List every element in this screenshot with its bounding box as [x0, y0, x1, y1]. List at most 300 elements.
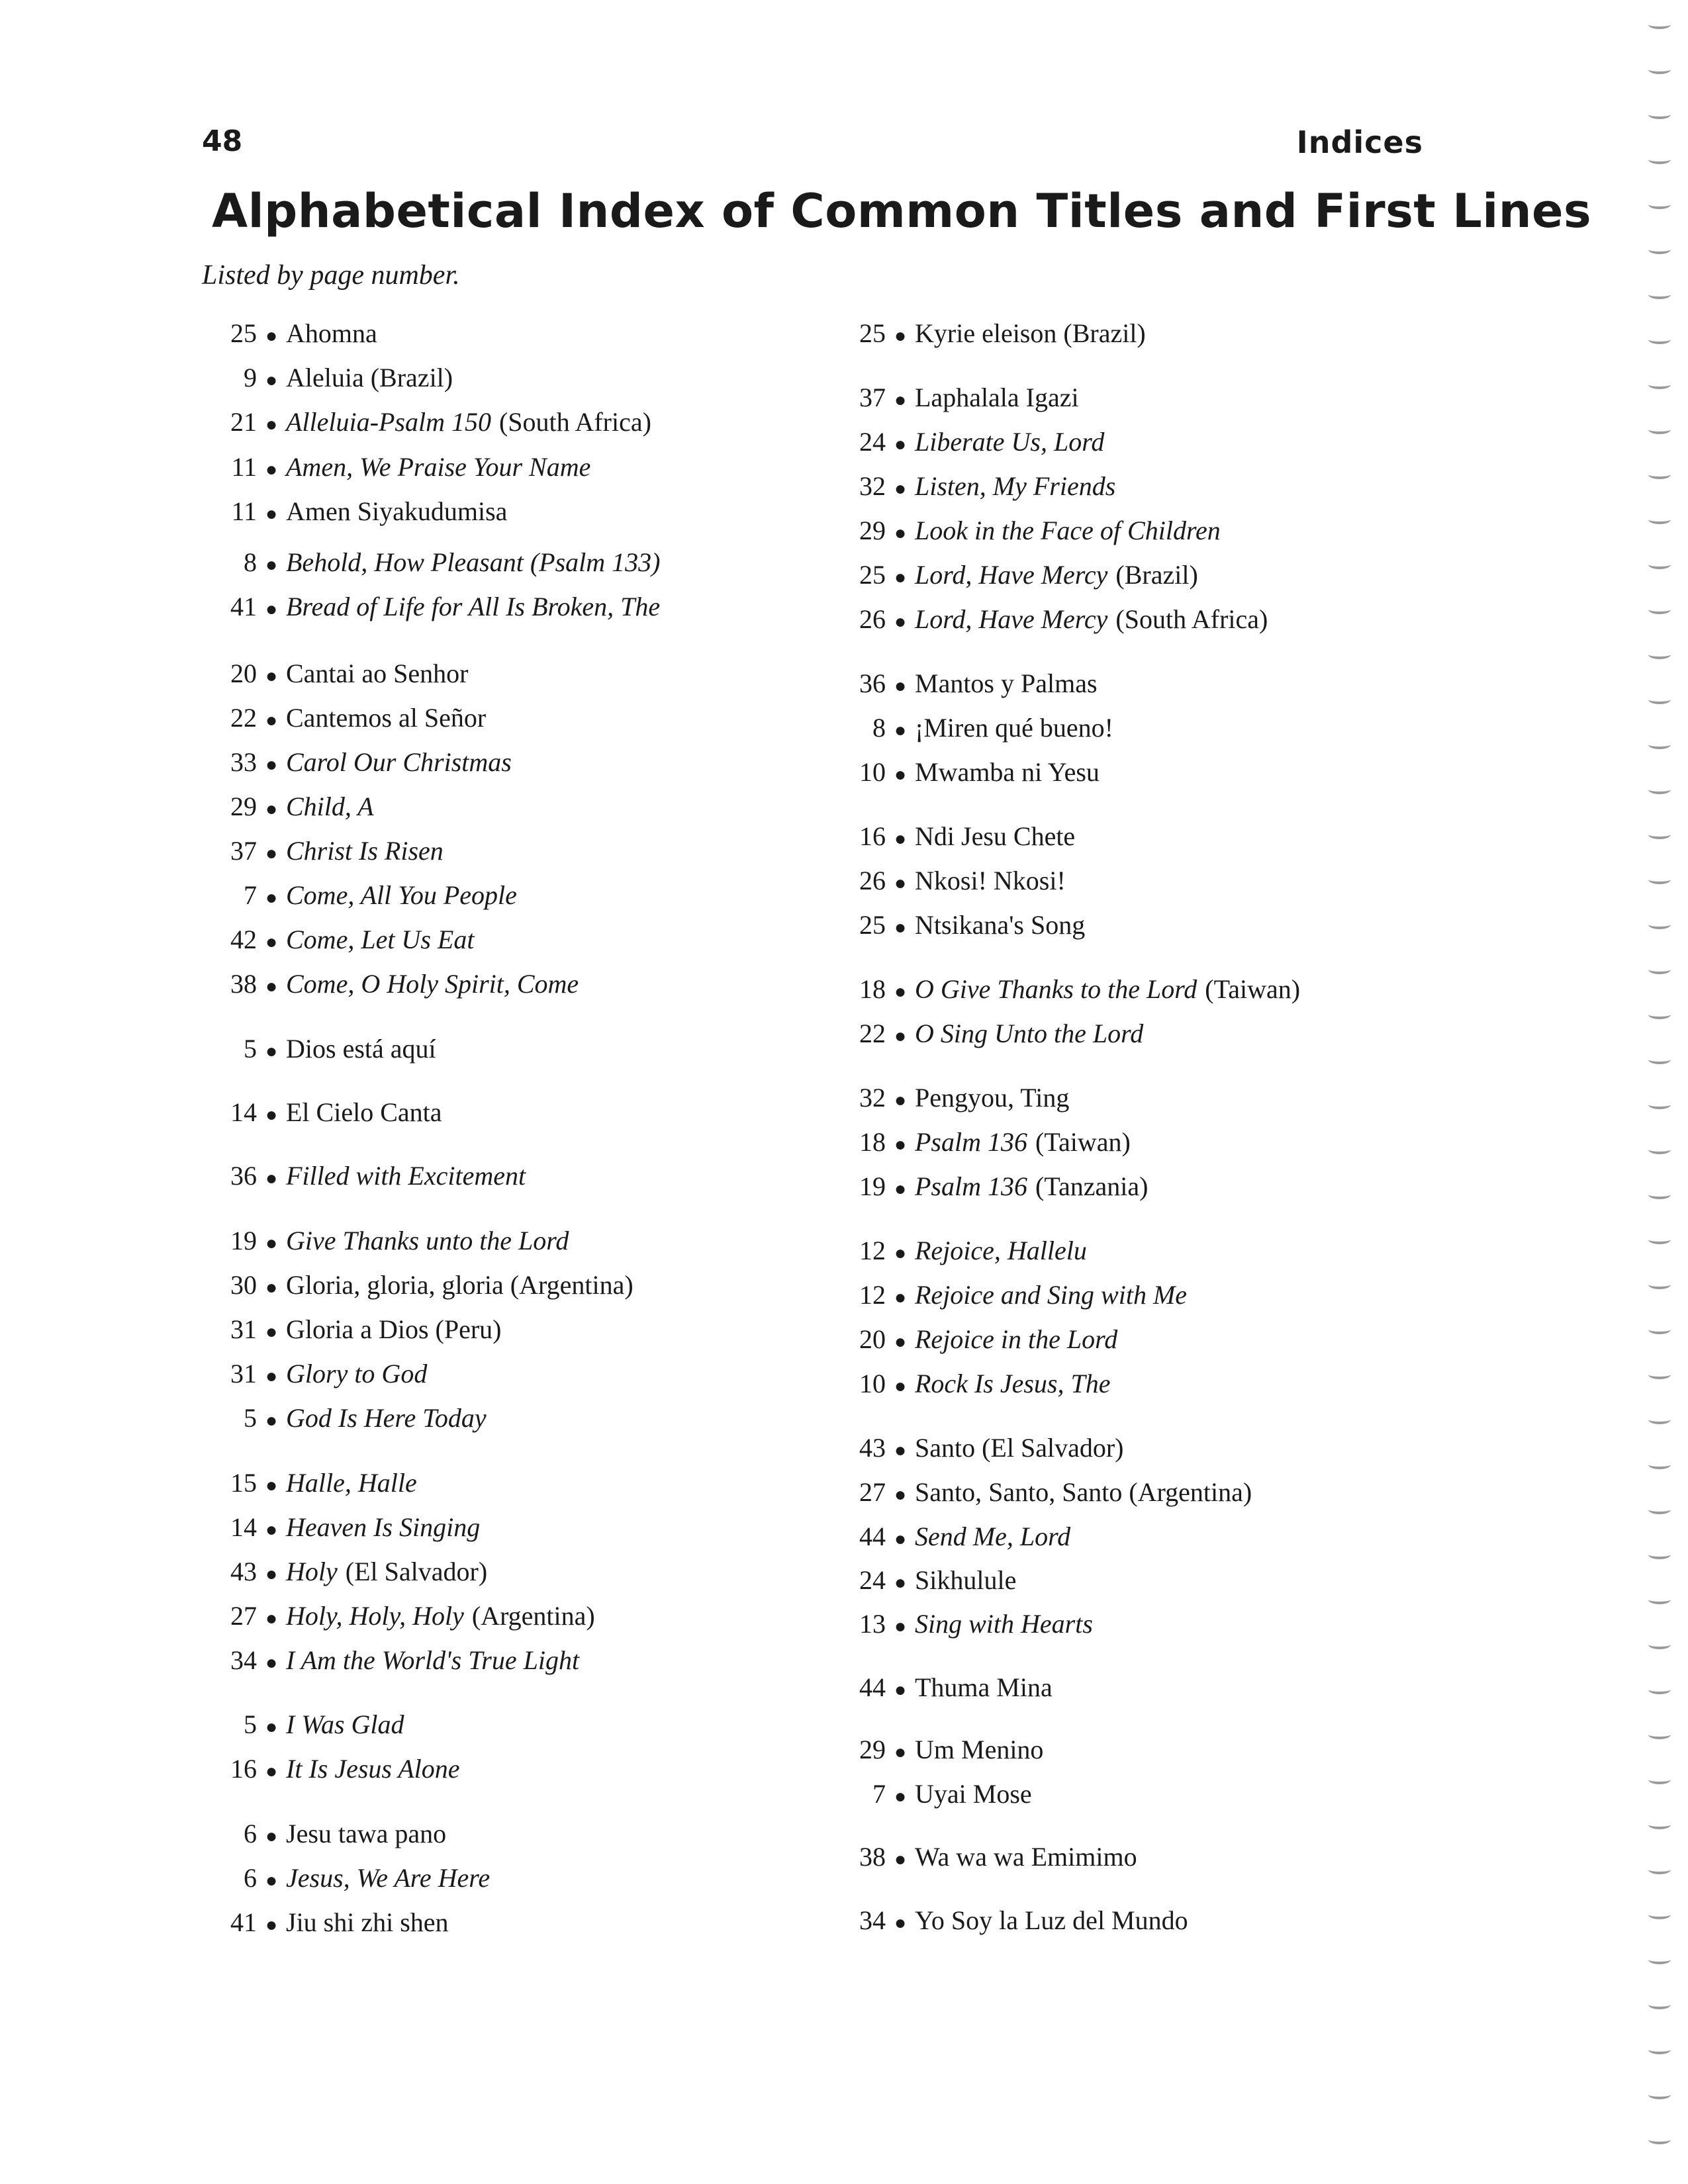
- entry-title: Filled with Excitement: [286, 1161, 526, 1191]
- bullet-icon: ●: [894, 917, 907, 938]
- index-entry: [827, 381, 1079, 418]
- index-entry: [199, 657, 469, 694]
- entry-title: Pengyou, Ting: [915, 1083, 1070, 1113]
- entry-page-number: 18: [859, 1127, 886, 1157]
- binding-hole-mark: [1648, 2000, 1671, 2009]
- index-entry: [199, 1510, 480, 1547]
- binding-hole-mark: [1648, 1775, 1671, 1784]
- bullet-icon: ●: [265, 709, 278, 731]
- bullet-icon: ●: [894, 325, 907, 347]
- entry-title: Thuma Mina: [915, 1672, 1053, 1702]
- entry-title: Psalm 136: [915, 1127, 1027, 1157]
- bullet-icon: ●: [894, 1484, 907, 1506]
- entry-title: Amen Siyakudumisa: [286, 496, 508, 526]
- entry-page-number: 29: [859, 1735, 886, 1764]
- binding-hole-mark: [1648, 380, 1671, 389]
- binding-hole-mark: [1648, 1235, 1671, 1244]
- bullet-icon: ●: [894, 1572, 907, 1594]
- index-entry: [827, 558, 1198, 595]
- entry-page-number: 25: [859, 560, 886, 590]
- entry-note: (Taiwan): [1205, 974, 1301, 1004]
- binding-hole-mark: [1648, 740, 1671, 749]
- entry-page-number: 36: [859, 668, 886, 698]
- index-entry: [199, 878, 517, 915]
- bullet-icon: ●: [265, 1277, 278, 1298]
- bullet-icon: ●: [265, 459, 278, 480]
- bullet-icon: ●: [265, 754, 278, 776]
- entry-page-number: 41: [230, 1907, 257, 1937]
- entry-title: Sing with Hearts: [915, 1609, 1093, 1639]
- entry-page-number: 13: [859, 1609, 886, 1639]
- entry-page-number: 15: [230, 1468, 257, 1498]
- binding-hole-mark: [1648, 1190, 1671, 1199]
- entry-page-number: 43: [859, 1433, 886, 1463]
- bullet-icon: ●: [894, 1287, 907, 1308]
- entry-title: Kyrie eleison (Brazil): [915, 318, 1146, 348]
- bullet-icon: ●: [894, 981, 907, 1003]
- entry-page-number: 26: [859, 604, 886, 634]
- bullet-icon: ●: [265, 1232, 278, 1254]
- binding-hole-mark: [1648, 920, 1671, 929]
- entry-page-number: 30: [230, 1270, 257, 1300]
- entry-page-number: 25: [859, 910, 886, 940]
- binding-hole-mark: [1648, 1595, 1671, 1604]
- bullet-icon: ●: [894, 478, 907, 500]
- binding-hole-mark: [1648, 65, 1671, 74]
- entry-title: Rejoice in the Lord: [915, 1324, 1118, 1354]
- entry-title: Aleluia (Brazil): [286, 363, 453, 392]
- binding-hole-mark: [1648, 1280, 1671, 1289]
- bullet-icon: ●: [894, 828, 907, 850]
- index-entry: [827, 1431, 1124, 1468]
- bullet-icon: ●: [894, 719, 907, 741]
- index-entry: [827, 1322, 1117, 1359]
- entry-title: Send Me, Lord: [915, 1522, 1071, 1551]
- entry-title: Yo Soy la Luz del Mundo: [915, 1905, 1188, 1935]
- entry-title: Jesus, We Are Here: [286, 1863, 491, 1893]
- page-number: 48: [202, 124, 243, 158]
- entry-title: Child, A: [286, 792, 374, 821]
- entry-title: Cantai ao Senhor: [286, 659, 469, 688]
- bullet-icon: ●: [894, 433, 907, 455]
- entry-page-number: 36: [230, 1161, 257, 1191]
- entry-title: Give Thanks unto the Lord: [286, 1226, 569, 1255]
- bullet-icon: ●: [265, 1167, 278, 1189]
- entry-title: Bread of Life for All Is Broken, The: [286, 592, 661, 621]
- binding-hole-mark: [1648, 2135, 1671, 2144]
- binding-hole-mark: [1648, 785, 1671, 794]
- entry-page-number: 32: [859, 1083, 886, 1113]
- index-entry: [827, 1670, 1053, 1707]
- bullet-icon: ●: [265, 1410, 278, 1432]
- bullet-icon: ●: [265, 503, 278, 525]
- entry-page-number: 11: [231, 452, 257, 482]
- entry-title: Alleluia-Psalm 150: [286, 407, 491, 437]
- entry-page-number: 5: [244, 1709, 257, 1739]
- entry-title: Glory to God: [286, 1359, 428, 1388]
- entry-title: Dios está aquí: [286, 1034, 436, 1064]
- binding-hole-mark: [1648, 1415, 1671, 1424]
- bullet-icon: ●: [894, 1741, 907, 1763]
- entry-title: O Give Thanks to the Lord: [915, 974, 1197, 1004]
- bullet-icon: ●: [265, 931, 278, 953]
- entry-page-number: 38: [859, 1842, 886, 1872]
- entry-title: It Is Jesus Alone: [286, 1754, 460, 1784]
- index-entry: [199, 450, 590, 487]
- index-entry: [199, 1905, 449, 1942]
- index-entry: [827, 755, 1100, 792]
- entry-page-number: 37: [230, 836, 257, 866]
- index-entry: [199, 405, 651, 442]
- bullet-icon: ●: [894, 1331, 907, 1353]
- index-entry: [827, 1169, 1148, 1206]
- entry-page-number: 31: [230, 1314, 257, 1344]
- index-entry: [827, 469, 1115, 506]
- entry-page-number: 11: [231, 496, 257, 526]
- entry-title: Psalm 136: [915, 1171, 1027, 1201]
- entry-title: Sikhulule: [915, 1565, 1017, 1595]
- entry-title: Rejoice and Sing with Me: [915, 1280, 1188, 1310]
- index-entry: [827, 1081, 1069, 1118]
- binding-hole-mark: [1648, 560, 1671, 569]
- entry-title: Cantemos al Señor: [286, 703, 487, 733]
- entry-title: Holy: [286, 1557, 338, 1586]
- index-entry: [827, 425, 1104, 462]
- binding-hole-mark: [1648, 335, 1671, 344]
- entry-title: Um Menino: [915, 1735, 1044, 1764]
- entry-title: Look in the Face of Children: [915, 516, 1221, 545]
- entry-page-number: 27: [230, 1601, 257, 1631]
- binding-hole-mark: [1648, 290, 1671, 299]
- entry-page-number: 22: [859, 1019, 886, 1048]
- index-entry: [199, 1224, 569, 1261]
- binding-hole-mark: [1648, 155, 1671, 164]
- index-entry: [827, 1017, 1143, 1054]
- entry-page-number: 33: [230, 747, 257, 777]
- entry-page-number: 12: [859, 1280, 886, 1310]
- bullet-icon: ●: [265, 1825, 278, 1847]
- bullet-icon: ●: [265, 1652, 278, 1674]
- binding-hole-mark: [1648, 1100, 1671, 1109]
- binding-hole-mark: [1648, 1145, 1671, 1154]
- entry-page-number: 7: [244, 880, 257, 910]
- bullet-icon: ●: [894, 567, 907, 588]
- index-entry: [827, 864, 1066, 901]
- bullet-icon: ●: [265, 1914, 278, 1936]
- bullet-icon: ●: [265, 1475, 278, 1496]
- page-title: Alphabetical Index of Common Titles and First Lines: [212, 184, 1592, 238]
- bullet-icon: ●: [265, 1716, 278, 1738]
- entry-title: Santo, Santo, Santo (Argentina): [915, 1477, 1252, 1507]
- bullet-icon: ●: [265, 1760, 278, 1782]
- entry-page-number: 16: [230, 1754, 257, 1784]
- entry-page-number: 7: [872, 1779, 886, 1809]
- bullet-icon: ●: [265, 1519, 278, 1541]
- entry-page-number: 44: [859, 1522, 886, 1551]
- entry-page-number: 26: [859, 866, 886, 895]
- binding-hole-mark: [1648, 1820, 1671, 1829]
- bullet-icon: ●: [894, 1528, 907, 1550]
- entry-title: Laphalala Igazi: [915, 383, 1079, 412]
- entry-title: Santo (El Salvador): [915, 1433, 1124, 1463]
- entry-title: Jiu shi zhi shen: [286, 1907, 449, 1937]
- binding-hole-mark: [1648, 695, 1671, 704]
- entry-title: Amen, We Praise Your Name: [286, 452, 591, 482]
- entry-page-number: 31: [230, 1359, 257, 1388]
- index-entry: [199, 316, 377, 353]
- bullet-icon: ●: [894, 1089, 907, 1111]
- bullet-icon: ●: [894, 611, 907, 633]
- entry-note: (Tanzania): [1035, 1171, 1149, 1201]
- bullet-icon: ●: [265, 887, 278, 909]
- section-label: Indices: [1296, 124, 1423, 160]
- entry-page-number: 6: [244, 1819, 257, 1848]
- index-entry: [199, 494, 507, 531]
- index-entry: [827, 819, 1075, 856]
- bullet-icon: ●: [894, 1375, 907, 1397]
- entry-title: Listen, My Friends: [915, 471, 1116, 501]
- binding-hole-mark: [1648, 1955, 1671, 1964]
- entry-page-number: 14: [230, 1512, 257, 1542]
- entry-title: Gloria a Dios (Peru): [286, 1314, 502, 1344]
- binding-hole-mark: [1648, 965, 1671, 974]
- bullet-icon: ●: [265, 1608, 278, 1629]
- entry-title: Holy, Holy, Holy: [286, 1601, 464, 1631]
- entry-title: Nkosi! Nkosi!: [915, 866, 1066, 895]
- entry-title: Uyai Mose: [915, 1779, 1032, 1809]
- bullet-icon: ●: [894, 1242, 907, 1264]
- index-entry: [827, 1733, 1043, 1770]
- entry-page-number: 42: [230, 925, 257, 954]
- index-entry: [827, 316, 1146, 353]
- index-entry: [199, 361, 453, 398]
- binding-hole-mark: [1648, 1325, 1671, 1334]
- bullet-icon: ●: [894, 389, 907, 411]
- bullet-icon: ●: [894, 1679, 907, 1701]
- spiral-binding: [1648, 0, 1675, 2184]
- entry-page-number: 5: [244, 1403, 257, 1433]
- entry-page-number: 32: [859, 471, 886, 501]
- index-entry: [199, 590, 660, 627]
- bullet-icon: ●: [265, 369, 278, 391]
- binding-hole-mark: [1648, 2045, 1671, 2054]
- binding-hole-mark: [1648, 1730, 1671, 1739]
- bullet-icon: ●: [265, 976, 278, 997]
- index-entry: [199, 1401, 487, 1438]
- binding-hole-mark: [1648, 1460, 1671, 1469]
- index-entry: [199, 1095, 442, 1132]
- index-entry: [827, 1607, 1093, 1644]
- index-entry: [199, 790, 374, 827]
- entry-page-number: 16: [859, 821, 886, 851]
- binding-hole-mark: [1648, 830, 1671, 839]
- entry-page-number: 41: [230, 592, 257, 621]
- entry-page-number: 25: [230, 318, 257, 348]
- entry-title: El Cielo Canta: [286, 1097, 442, 1127]
- bullet-icon: ●: [894, 1025, 907, 1047]
- index-entry: [199, 745, 512, 782]
- index-entry: [199, 1555, 487, 1592]
- entry-page-number: 5: [244, 1034, 257, 1064]
- entry-page-number: 34: [230, 1645, 257, 1675]
- index-entry: [827, 602, 1268, 639]
- entry-page-number: 22: [230, 703, 257, 733]
- entry-page-number: 18: [859, 974, 886, 1004]
- entry-note: (South Africa): [498, 407, 651, 437]
- entry-page-number: 20: [859, 1324, 886, 1354]
- entry-note: (Brazil): [1115, 560, 1198, 590]
- binding-hole-mark: [1648, 1055, 1671, 1064]
- bullet-icon: ●: [265, 1040, 278, 1062]
- index-entry: [199, 1268, 633, 1305]
- entry-title: Behold, How Pleasant (Psalm 133): [286, 547, 661, 577]
- index-entry: [827, 1840, 1137, 1877]
- entry-title: ¡Miren qué bueno!: [915, 713, 1113, 743]
- index-entry: [199, 1466, 417, 1503]
- entry-title: Ahomna: [286, 318, 377, 348]
- entry-page-number: 24: [859, 1565, 886, 1595]
- entry-title: I Was Glad: [286, 1709, 404, 1739]
- entry-page-number: 25: [859, 318, 886, 348]
- index-entry: [199, 545, 661, 582]
- entry-title: Mantos y Palmas: [915, 668, 1098, 698]
- bullet-icon: ●: [894, 1178, 907, 1200]
- index-entry: [199, 967, 579, 1004]
- entry-title: Come, All You People: [286, 880, 517, 910]
- index-entry: [199, 1643, 579, 1680]
- entry-page-number: 19: [859, 1171, 886, 1201]
- binding-hole-mark: [1648, 1865, 1671, 1874]
- entry-title: Lord, Have Mercy: [915, 604, 1108, 634]
- entry-page-number: 29: [859, 516, 886, 545]
- index-entry: [827, 1367, 1110, 1404]
- binding-hole-mark: [1648, 1640, 1671, 1649]
- bullet-icon: ●: [265, 1870, 278, 1891]
- index-entry: [199, 1312, 501, 1349]
- entry-title: Rejoice, Hallelu: [915, 1236, 1087, 1265]
- entry-page-number: 9: [244, 363, 257, 392]
- entry-page-number: 27: [859, 1477, 886, 1507]
- entry-title: Liberate Us, Lord: [915, 427, 1105, 457]
- entry-page-number: 29: [230, 792, 257, 821]
- bullet-icon: ●: [894, 522, 907, 544]
- bullet-icon: ●: [265, 798, 278, 820]
- binding-hole-mark: [1648, 1685, 1671, 1694]
- entry-note: (El Salvador): [345, 1557, 488, 1586]
- entry-page-number: 37: [859, 383, 886, 412]
- bullet-icon: ●: [265, 1563, 278, 1585]
- entry-title: Rock Is Jesus, The: [915, 1369, 1111, 1398]
- entry-title: Jesu tawa pano: [286, 1819, 447, 1848]
- entry-page-number: 19: [230, 1226, 257, 1255]
- entry-note: (South Africa): [1115, 604, 1268, 634]
- bullet-icon: ●: [265, 1321, 278, 1343]
- bullet-icon: ●: [894, 1134, 907, 1156]
- bullet-icon: ●: [265, 325, 278, 347]
- bullet-icon: ●: [894, 1848, 907, 1870]
- entry-page-number: 10: [859, 757, 886, 787]
- entry-page-number: 8: [872, 713, 886, 743]
- index-entry: [199, 1599, 595, 1636]
- index-entry: [199, 701, 486, 738]
- index-entry: [827, 711, 1113, 748]
- binding-hole-mark: [1648, 425, 1671, 434]
- binding-hole-mark: [1648, 875, 1671, 884]
- bullet-icon: ●: [265, 1104, 278, 1126]
- entry-page-number: 8: [244, 547, 257, 577]
- bullet-icon: ●: [894, 1615, 907, 1637]
- index-entry: [827, 1278, 1187, 1315]
- entry-page-number: 24: [859, 427, 886, 457]
- index-entry: [827, 1125, 1131, 1162]
- binding-hole-mark: [1648, 470, 1671, 479]
- entry-title: Carol Our Christmas: [286, 747, 512, 777]
- index-entry: [827, 908, 1085, 945]
- index-entry: [199, 1861, 490, 1898]
- binding-hole-mark: [1648, 1910, 1671, 1919]
- entry-note: (Taiwan): [1035, 1127, 1131, 1157]
- binding-hole-mark: [1648, 605, 1671, 614]
- index-entry: [827, 666, 1098, 704]
- binding-hole-mark: [1648, 20, 1671, 29]
- bullet-icon: ●: [894, 1912, 907, 1934]
- index-entry: [199, 1357, 427, 1394]
- index-entry: [199, 1707, 404, 1745]
- entry-page-number: 34: [859, 1905, 886, 1935]
- binding-hole-mark: [1648, 245, 1671, 254]
- binding-hole-mark: [1648, 1505, 1671, 1514]
- index-entry: [827, 972, 1300, 1009]
- entry-page-number: 20: [230, 659, 257, 688]
- binding-hole-mark: [1648, 1550, 1671, 1559]
- binding-hole-mark: [1648, 1010, 1671, 1019]
- index-entry: [827, 514, 1221, 551]
- entry-title: Gloria, gloria, gloria (Argentina): [286, 1270, 633, 1300]
- entry-title: Ndi Jesu Chete: [915, 821, 1076, 851]
- entry-title: Lord, Have Mercy: [915, 560, 1108, 590]
- entry-page-number: 6: [244, 1863, 257, 1893]
- entry-title: Heaven Is Singing: [286, 1512, 481, 1542]
- binding-hole-mark: [1648, 650, 1671, 659]
- page-subtitle: Listed by page number.: [202, 260, 460, 291]
- entry-note: (Argentina): [471, 1601, 595, 1631]
- bullet-icon: ●: [265, 554, 278, 576]
- binding-hole-mark: [1648, 110, 1671, 119]
- bullet-icon: ●: [894, 872, 907, 894]
- entry-title: Come, Let Us Eat: [286, 925, 475, 954]
- entry-title: Wa wa wa Emimimo: [915, 1842, 1137, 1872]
- entry-title: Christ Is Risen: [286, 836, 444, 866]
- bullet-icon: ●: [265, 842, 278, 864]
- index-entry: [827, 1234, 1087, 1271]
- bullet-icon: ●: [265, 665, 278, 687]
- index-entry: [199, 1032, 436, 1069]
- bullet-icon: ●: [265, 414, 278, 435]
- binding-hole-mark: [1648, 1370, 1671, 1379]
- index-entry: [199, 923, 474, 960]
- entry-page-number: 43: [230, 1557, 257, 1586]
- entry-title: Ntsikana's Song: [915, 910, 1086, 940]
- entry-page-number: 12: [859, 1236, 886, 1265]
- entry-page-number: 38: [230, 969, 257, 999]
- bullet-icon: ●: [265, 598, 278, 620]
- bullet-icon: ●: [894, 1786, 907, 1807]
- index-entry: [827, 1475, 1252, 1512]
- index-entry: [827, 1520, 1070, 1557]
- bullet-icon: ●: [894, 1439, 907, 1461]
- index-entry: [827, 1777, 1032, 1814]
- bullet-icon: ●: [894, 764, 907, 786]
